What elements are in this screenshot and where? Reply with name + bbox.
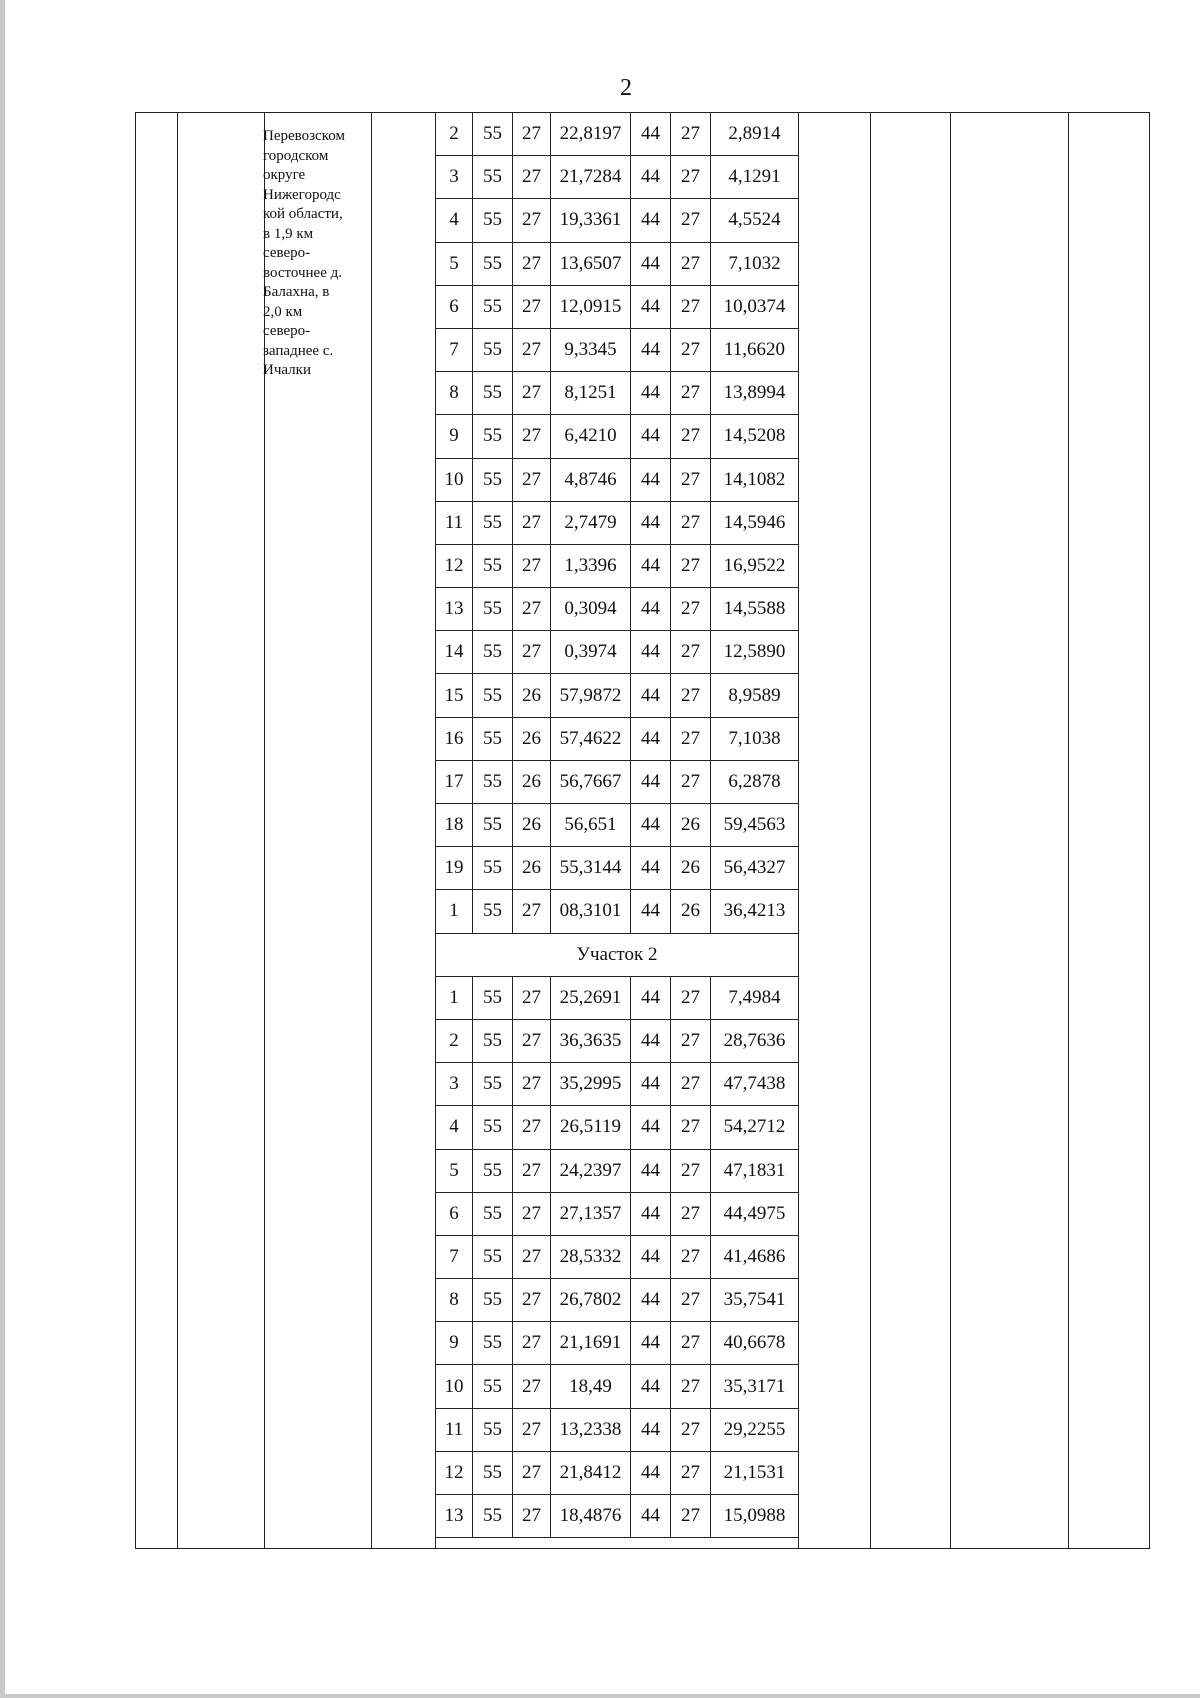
lat-minutes-cell: 27 — [513, 544, 551, 587]
lon-minutes-cell: 27 — [671, 199, 711, 242]
lon-seconds-cell: 56,4327 — [711, 847, 799, 890]
lon-minutes-cell: 27 — [671, 717, 711, 760]
point-number-cell: 7 — [436, 1235, 473, 1278]
lon-minutes-cell: 27 — [671, 372, 711, 415]
lon-seconds-cell: 40,6678 — [711, 1322, 799, 1365]
lon-degrees-cell: 44 — [631, 285, 671, 328]
lat-degrees-cell: 55 — [473, 976, 513, 1019]
lon-degrees-cell: 44 — [631, 674, 671, 717]
lon-degrees-cell: 44 — [631, 847, 671, 890]
lon-degrees-cell: 44 — [631, 760, 671, 803]
lat-seconds-cell: 13,2338 — [551, 1408, 631, 1451]
lat-minutes-cell: 27 — [513, 113, 551, 156]
point-number-cell: 2 — [436, 113, 473, 156]
coordinate-row — [436, 847, 799, 890]
scan-edge-bottom — [0, 1694, 1200, 1698]
lon-degrees-cell: 44 — [631, 1149, 671, 1192]
location-description: Перевозском городском округе Нижегородс кой области, в 1,9 км северо- восточнее д. Балахна, в 2,0 км северо- западнее с. Ичалки — [263, 128, 345, 378]
lat-minutes-cell: 27 — [513, 1235, 551, 1278]
point-number-cell: 3 — [436, 1063, 473, 1106]
coordinate-row — [436, 544, 799, 587]
lon-degrees-cell: 44 — [631, 199, 671, 242]
lon-minutes-cell: 26 — [671, 890, 711, 933]
lon-degrees-cell: 44 — [631, 588, 671, 631]
lon-degrees-cell: 44 — [631, 890, 671, 933]
lat-minutes-cell: 27 — [513, 1495, 551, 1538]
lat-minutes-cell: 27 — [513, 588, 551, 631]
lon-minutes-cell: 27 — [671, 501, 711, 544]
lat-degrees-cell: 55 — [473, 1408, 513, 1451]
lon-seconds-cell: 11,6620 — [711, 328, 799, 371]
coordinate-row — [436, 1408, 799, 1451]
lat-degrees-cell: 55 — [473, 1451, 513, 1494]
coordinate-row — [436, 1019, 799, 1062]
lon-degrees-cell: 44 — [631, 1408, 671, 1451]
lat-seconds-cell: 27,1357 — [551, 1192, 631, 1235]
lat-degrees-cell: 55 — [473, 1322, 513, 1365]
lat-minutes-cell: 27 — [513, 199, 551, 242]
lon-seconds-cell: 35,3171 — [711, 1365, 799, 1408]
lon-seconds-cell: 6,2878 — [711, 760, 799, 803]
lat-minutes-cell: 27 — [513, 501, 551, 544]
lat-minutes-cell: 26 — [513, 674, 551, 717]
point-number-cell: 15 — [436, 674, 473, 717]
lon-minutes-cell: 27 — [671, 1192, 711, 1235]
lon-degrees-cell: 44 — [631, 113, 671, 156]
lat-degrees-cell: 55 — [473, 1365, 513, 1408]
coordinate-row — [436, 285, 799, 328]
lon-seconds-cell: 35,7541 — [711, 1279, 799, 1322]
point-number-cell: 11 — [436, 1408, 473, 1451]
lat-minutes-cell: 26 — [513, 847, 551, 890]
lat-seconds-cell: 26,7802 — [551, 1279, 631, 1322]
point-number-cell: 10 — [436, 458, 473, 501]
coordinate-row — [436, 199, 799, 242]
point-number-cell: 9 — [436, 415, 473, 458]
lat-seconds-cell: 22,8197 — [551, 113, 631, 156]
lat-degrees-cell: 55 — [473, 328, 513, 371]
lat-minutes-cell: 27 — [513, 1149, 551, 1192]
point-number-cell: 10 — [436, 1365, 473, 1408]
lat-seconds-cell: 6,4210 — [551, 415, 631, 458]
lon-degrees-cell: 44 — [631, 1365, 671, 1408]
point-number-cell: 1 — [436, 890, 473, 933]
lon-seconds-cell: 14,5588 — [711, 588, 799, 631]
coordinate-row — [436, 890, 799, 933]
coordinate-row — [436, 458, 799, 501]
lat-degrees-cell: 55 — [473, 1149, 513, 1192]
coordinate-row — [436, 501, 799, 544]
lat-minutes-cell: 26 — [513, 804, 551, 847]
point-number-cell: 16 — [436, 717, 473, 760]
lat-minutes-cell: 27 — [513, 1192, 551, 1235]
lat-minutes-cell: 27 — [513, 156, 551, 199]
lon-degrees-cell: 44 — [631, 804, 671, 847]
lon-seconds-cell: 14,5946 — [711, 501, 799, 544]
lat-seconds-cell: 57,9872 — [551, 674, 631, 717]
lon-seconds-cell: 8,9589 — [711, 674, 799, 717]
lat-minutes-cell: 27 — [513, 1063, 551, 1106]
coordinate-row — [436, 1451, 799, 1494]
lon-minutes-cell: 27 — [671, 113, 711, 156]
lat-minutes-cell: 26 — [513, 760, 551, 803]
lat-minutes-cell: 27 — [513, 976, 551, 1019]
point-number-cell: 6 — [436, 285, 473, 328]
point-number-cell: 12 — [436, 1451, 473, 1494]
lat-seconds-cell: 35,2995 — [551, 1063, 631, 1106]
lon-degrees-cell: 44 — [631, 372, 671, 415]
lon-seconds-cell: 54,2712 — [711, 1106, 799, 1149]
lat-degrees-cell: 55 — [473, 415, 513, 458]
point-number-cell: 4 — [436, 199, 473, 242]
coordinate-row — [436, 631, 799, 674]
lon-minutes-cell: 26 — [671, 847, 711, 890]
lon-seconds-cell: 44,4975 — [711, 1192, 799, 1235]
lat-degrees-cell: 55 — [473, 501, 513, 544]
point-number-cell: 6 — [436, 1192, 473, 1235]
lon-degrees-cell: 44 — [631, 1106, 671, 1149]
lat-minutes-cell: 27 — [513, 1322, 551, 1365]
coordinate-row — [436, 1279, 799, 1322]
lon-degrees-cell: 44 — [631, 242, 671, 285]
lat-degrees-cell: 55 — [473, 1063, 513, 1106]
lon-minutes-cell: 27 — [671, 1019, 711, 1062]
coordinate-row — [436, 1063, 799, 1106]
coordinate-row — [436, 328, 799, 371]
lat-minutes-cell: 27 — [513, 1408, 551, 1451]
lat-degrees-cell: 55 — [473, 458, 513, 501]
lon-minutes-cell: 27 — [671, 1106, 711, 1149]
lat-minutes-cell: 27 — [513, 372, 551, 415]
point-number-cell: 9 — [436, 1322, 473, 1365]
coordinate-row — [436, 113, 799, 156]
lon-degrees-cell: 44 — [631, 415, 671, 458]
point-number-cell: 8 — [436, 372, 473, 415]
lat-degrees-cell: 55 — [473, 717, 513, 760]
lon-minutes-cell: 27 — [671, 415, 711, 458]
lon-degrees-cell: 44 — [631, 1322, 671, 1365]
lat-degrees-cell: 55 — [473, 588, 513, 631]
lat-seconds-cell: 25,2691 — [551, 976, 631, 1019]
lat-minutes-cell: 27 — [513, 1451, 551, 1494]
lon-minutes-cell: 27 — [671, 1408, 711, 1451]
scan-edge-left — [0, 0, 5, 1698]
lon-seconds-cell: 15,0988 — [711, 1495, 799, 1538]
lat-minutes-cell: 27 — [513, 1365, 551, 1408]
point-number-cell: 17 — [436, 760, 473, 803]
lon-minutes-cell: 27 — [671, 1322, 711, 1365]
lon-minutes-cell: 27 — [671, 328, 711, 371]
point-number-cell: 3 — [436, 156, 473, 199]
lon-minutes-cell: 27 — [671, 976, 711, 1019]
lat-minutes-cell: 27 — [513, 1106, 551, 1149]
lat-seconds-cell: 56,651 — [551, 804, 631, 847]
point-number-cell: 8 — [436, 1279, 473, 1322]
lat-degrees-cell: 55 — [473, 1192, 513, 1235]
lon-minutes-cell: 27 — [671, 631, 711, 674]
coordinate-row — [436, 804, 799, 847]
section-header-row — [436, 933, 799, 976]
lon-seconds-cell: 29,2255 — [711, 1408, 799, 1451]
point-number-cell: 13 — [436, 588, 473, 631]
coordinate-row — [436, 372, 799, 415]
coordinate-row — [436, 1495, 799, 1538]
point-number-cell: 14 — [436, 631, 473, 674]
lon-degrees-cell: 44 — [631, 328, 671, 371]
lat-minutes-cell: 26 — [513, 717, 551, 760]
page-number: 2 — [620, 75, 632, 101]
lat-degrees-cell: 55 — [473, 1495, 513, 1538]
lon-minutes-cell: 27 — [671, 156, 711, 199]
point-number-cell: 5 — [436, 242, 473, 285]
lat-seconds-cell: 13,6507 — [551, 242, 631, 285]
lat-degrees-cell: 55 — [473, 1235, 513, 1278]
column-divider-6 — [870, 112, 871, 1549]
lat-degrees-cell: 55 — [473, 113, 513, 156]
point-number-cell: 19 — [436, 847, 473, 890]
lat-seconds-cell: 21,7284 — [551, 156, 631, 199]
coordinate-row — [436, 1235, 799, 1278]
lat-degrees-cell: 55 — [473, 847, 513, 890]
coordinate-row — [436, 976, 799, 1019]
lat-degrees-cell: 55 — [473, 372, 513, 415]
lat-minutes-cell: 27 — [513, 242, 551, 285]
lat-seconds-cell: 2,7479 — [551, 501, 631, 544]
coordinate-row — [436, 156, 799, 199]
lon-minutes-cell: 27 — [671, 1235, 711, 1278]
lon-degrees-cell: 44 — [631, 156, 671, 199]
lon-seconds-cell: 47,1831 — [711, 1149, 799, 1192]
lat-seconds-cell: 0,3974 — [551, 631, 631, 674]
lon-seconds-cell: 14,1082 — [711, 458, 799, 501]
lat-degrees-cell: 55 — [473, 1106, 513, 1149]
lat-seconds-cell: 0,3094 — [551, 588, 631, 631]
column-divider-1 — [177, 112, 178, 1549]
lat-minutes-cell: 27 — [513, 328, 551, 371]
lat-degrees-cell: 55 — [473, 631, 513, 674]
lon-seconds-cell: 28,7636 — [711, 1019, 799, 1062]
point-number-cell: 5 — [436, 1149, 473, 1192]
column-divider-3 — [371, 112, 372, 1549]
lat-seconds-cell: 55,3144 — [551, 847, 631, 890]
lat-degrees-cell: 55 — [473, 1019, 513, 1062]
coordinate-row — [436, 717, 799, 760]
lat-seconds-cell: 26,5119 — [551, 1106, 631, 1149]
lat-minutes-cell: 27 — [513, 285, 551, 328]
lat-minutes-cell: 27 — [513, 890, 551, 933]
lat-seconds-cell: 36,3635 — [551, 1019, 631, 1062]
lon-minutes-cell: 27 — [671, 242, 711, 285]
lat-degrees-cell: 55 — [473, 199, 513, 242]
lon-minutes-cell: 27 — [671, 1063, 711, 1106]
lat-seconds-cell: 28,5332 — [551, 1235, 631, 1278]
coordinate-row — [436, 1322, 799, 1365]
coordinate-row — [436, 242, 799, 285]
lon-seconds-cell: 10,0374 — [711, 285, 799, 328]
lat-degrees-cell: 55 — [473, 156, 513, 199]
coordinate-row — [436, 1365, 799, 1408]
point-number-cell: 2 — [436, 1019, 473, 1062]
lon-minutes-cell: 27 — [671, 1495, 711, 1538]
lon-minutes-cell: 27 — [671, 458, 711, 501]
lon-degrees-cell: 44 — [631, 1279, 671, 1322]
lat-seconds-cell: 08,3101 — [551, 890, 631, 933]
lon-degrees-cell: 44 — [631, 1192, 671, 1235]
coordinate-row — [436, 588, 799, 631]
lon-seconds-cell: 16,9522 — [711, 544, 799, 587]
lat-minutes-cell: 27 — [513, 631, 551, 674]
lon-seconds-cell: 47,7438 — [711, 1063, 799, 1106]
lat-seconds-cell: 9,3345 — [551, 328, 631, 371]
coordinate-row — [436, 1149, 799, 1192]
lon-seconds-cell: 4,1291 — [711, 156, 799, 199]
lat-minutes-cell: 27 — [513, 458, 551, 501]
lon-minutes-cell: 27 — [671, 544, 711, 587]
lon-degrees-cell: 44 — [631, 544, 671, 587]
lat-seconds-cell: 18,4876 — [551, 1495, 631, 1538]
lat-degrees-cell: 55 — [473, 890, 513, 933]
lon-seconds-cell: 7,1032 — [711, 242, 799, 285]
lat-minutes-cell: 27 — [513, 1019, 551, 1062]
lon-minutes-cell: 27 — [671, 674, 711, 717]
coordinates-block — [435, 112, 798, 1538]
lat-seconds-cell: 8,1251 — [551, 372, 631, 415]
lon-degrees-cell: 44 — [631, 458, 671, 501]
lon-degrees-cell: 44 — [631, 1235, 671, 1278]
lat-seconds-cell: 4,8746 — [551, 458, 631, 501]
point-number-cell: 12 — [436, 544, 473, 587]
lat-degrees-cell: 55 — [473, 760, 513, 803]
lon-degrees-cell: 44 — [631, 976, 671, 1019]
coordinate-row — [436, 760, 799, 803]
lon-seconds-cell: 12,5890 — [711, 631, 799, 674]
point-number-cell: 13 — [436, 1495, 473, 1538]
coordinate-row — [436, 1192, 799, 1235]
lat-degrees-cell: 55 — [473, 1279, 513, 1322]
lon-minutes-cell: 27 — [671, 1279, 711, 1322]
lat-seconds-cell: 24,2397 — [551, 1149, 631, 1192]
lat-seconds-cell: 21,1691 — [551, 1322, 631, 1365]
lat-degrees-cell: 55 — [473, 544, 513, 587]
lat-seconds-cell: 19,3361 — [551, 199, 631, 242]
coordinate-row — [436, 1106, 799, 1149]
lon-seconds-cell: 4,5524 — [711, 199, 799, 242]
lon-degrees-cell: 44 — [631, 501, 671, 544]
lon-degrees-cell: 44 — [631, 1495, 671, 1538]
point-number-cell: 4 — [436, 1106, 473, 1149]
point-number-cell: 7 — [436, 328, 473, 371]
lon-degrees-cell: 44 — [631, 1063, 671, 1106]
lat-minutes-cell: 27 — [513, 1279, 551, 1322]
lon-seconds-cell: 41,4686 — [711, 1235, 799, 1278]
lon-seconds-cell: 36,4213 — [711, 890, 799, 933]
lon-seconds-cell: 7,4984 — [711, 976, 799, 1019]
lon-degrees-cell: 44 — [631, 631, 671, 674]
coordinate-row — [436, 415, 799, 458]
lat-seconds-cell: 21,8412 — [551, 1451, 631, 1494]
lon-seconds-cell: 2,8914 — [711, 113, 799, 156]
lat-seconds-cell: 18,49 — [551, 1365, 631, 1408]
lon-degrees-cell: 44 — [631, 1451, 671, 1494]
section-label: Участок 2 — [436, 933, 799, 976]
lon-minutes-cell: 27 — [671, 1149, 711, 1192]
lat-seconds-cell: 1,3396 — [551, 544, 631, 587]
lon-seconds-cell: 7,1038 — [711, 717, 799, 760]
lat-degrees-cell: 55 — [473, 804, 513, 847]
column-divider-7 — [950, 112, 951, 1549]
lon-seconds-cell: 14,5208 — [711, 415, 799, 458]
lon-seconds-cell: 13,8994 — [711, 372, 799, 415]
point-number-cell: 1 — [436, 976, 473, 1019]
coordinate-row — [436, 674, 799, 717]
column-divider-8 — [1068, 112, 1069, 1549]
lon-degrees-cell: 44 — [631, 717, 671, 760]
lat-degrees-cell: 55 — [473, 285, 513, 328]
lat-degrees-cell: 55 — [473, 242, 513, 285]
lat-seconds-cell: 57,4622 — [551, 717, 631, 760]
lat-seconds-cell: 12,0915 — [551, 285, 631, 328]
coordinates-table — [435, 112, 799, 1538]
lon-seconds-cell: 59,4563 — [711, 804, 799, 847]
lon-minutes-cell: 27 — [671, 1451, 711, 1494]
lon-degrees-cell: 44 — [631, 1019, 671, 1062]
point-number-cell: 11 — [436, 501, 473, 544]
lat-seconds-cell: 56,7667 — [551, 760, 631, 803]
lon-minutes-cell: 27 — [671, 285, 711, 328]
lat-minutes-cell: 27 — [513, 415, 551, 458]
lon-minutes-cell: 26 — [671, 804, 711, 847]
lon-seconds-cell: 21,1531 — [711, 1451, 799, 1494]
lat-degrees-cell: 55 — [473, 674, 513, 717]
point-number-cell: 18 — [436, 804, 473, 847]
lon-minutes-cell: 27 — [671, 588, 711, 631]
lon-minutes-cell: 27 — [671, 760, 711, 803]
lon-minutes-cell: 27 — [671, 1365, 711, 1408]
